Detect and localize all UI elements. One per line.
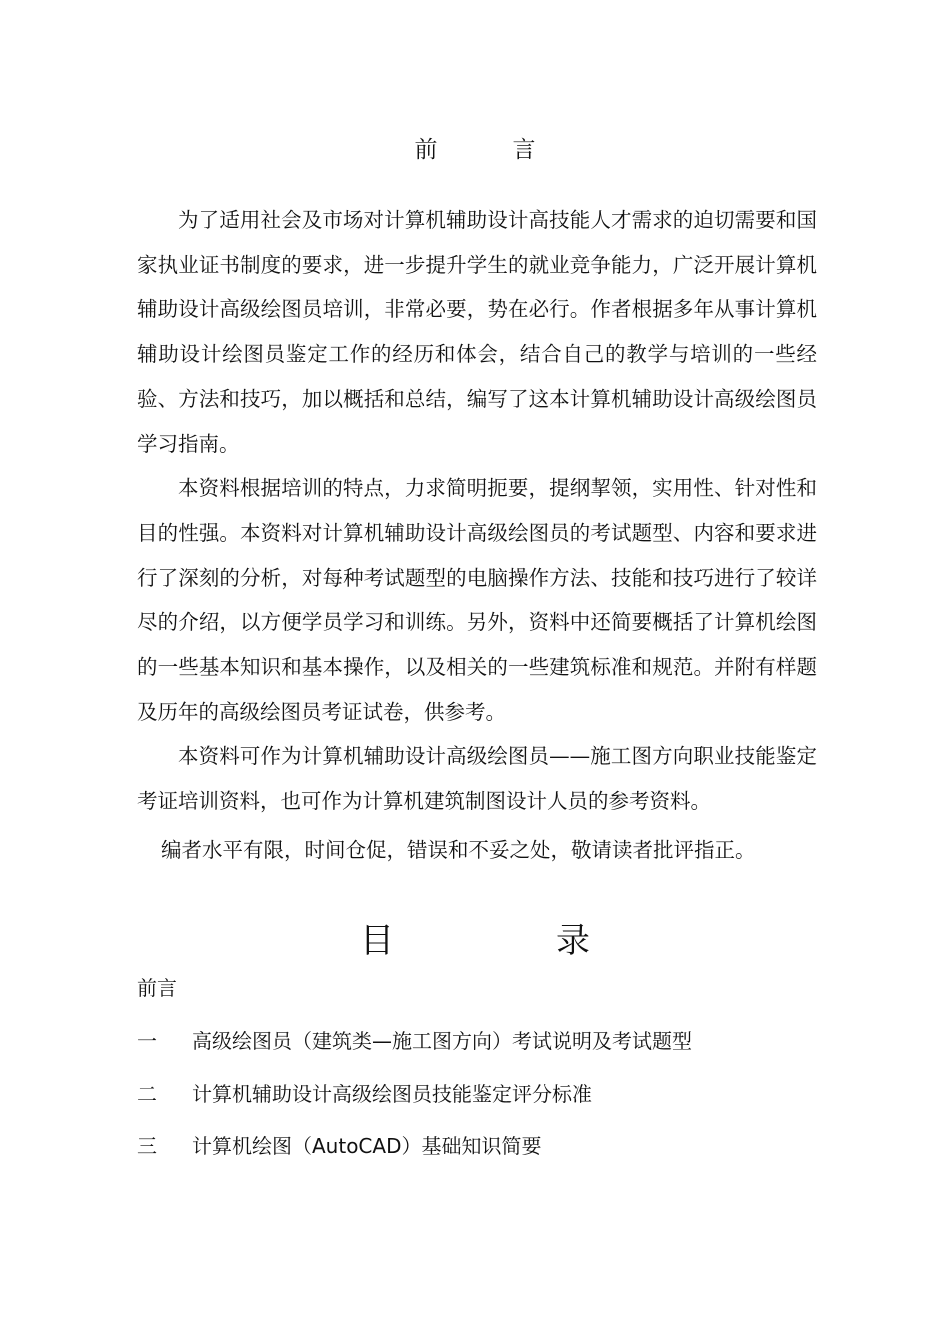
preface-paragraph-1: 为了适用社会及市场对计算机辅助设计高技能人才需求的迫切需要和国家执业证书制度的要求，进一步提升学生的就业竞争能力，广泛开展计算机辅助设计高级绘图员培训，非常必要，势在必行。作者根据多年从事计算机辅助设计绘图员鉴定工作的经历和体会，结合自己的教学与培训的一些经验、方法和技巧，加以概括和总结，编写了这本计算机辅助设计高级绘图员学习指南。 [137, 208, 817, 456]
toc-entry-number: 二 [137, 1082, 157, 1106]
toc-entry-number: 三 [137, 1134, 157, 1158]
preface-paragraph-2: 本资料根据培训的特点，力求简明扼要，提纲挈领，实用性、针对性和目的性强。本资料对计算机辅助设计高级绘图员的考试题型、内容和要求进行了深刻的分析，对每种考试题型的电脑操作方法、技能和技巧进行了较详尽的介绍，以方便学员学习和训练。另外，资料中还简要概括了计算机绘图的一些基本知识和基本操作，以及相关的一些建筑标准和规范。并附有样题及历年的高级绘图员考证试卷，供参考。 [137, 476, 817, 724]
preface-paragraph-3: 本资料可作为计算机辅助设计高级绘图员——施工图方向职业技能鉴定考证培训资料，也可作为计算机建筑制图设计人员的参考资料。 [137, 744, 817, 814]
toc-entry-label: 计算机绘图（AutoCAD）基础知识简要 [192, 1134, 542, 1158]
preface-title: 前 言 [414, 137, 562, 163]
preface-body [137, 198, 817, 873]
preface-paragraph-4: 编者水平有限，时间仓促，错误和不妥之处，敬请读者批评指正。 [161, 837, 756, 862]
toc-entry-preface[interactable]: 前言 [137, 976, 177, 1000]
toc-entry-label: 高级绘图员（建筑类—施工图方向）考试说明及考试题型 [192, 1029, 692, 1053]
toc-entry-2[interactable] [137, 1076, 817, 1112]
toc-title: 目 录 [360, 921, 654, 961]
toc-entry-1[interactable] [137, 1023, 817, 1059]
toc-entry-3[interactable] [137, 1128, 817, 1164]
toc-entry-label: 计算机辅助设计高级绘图员技能鉴定评分标准 [192, 1082, 592, 1106]
toc-entry-number: 一 [137, 1029, 157, 1053]
